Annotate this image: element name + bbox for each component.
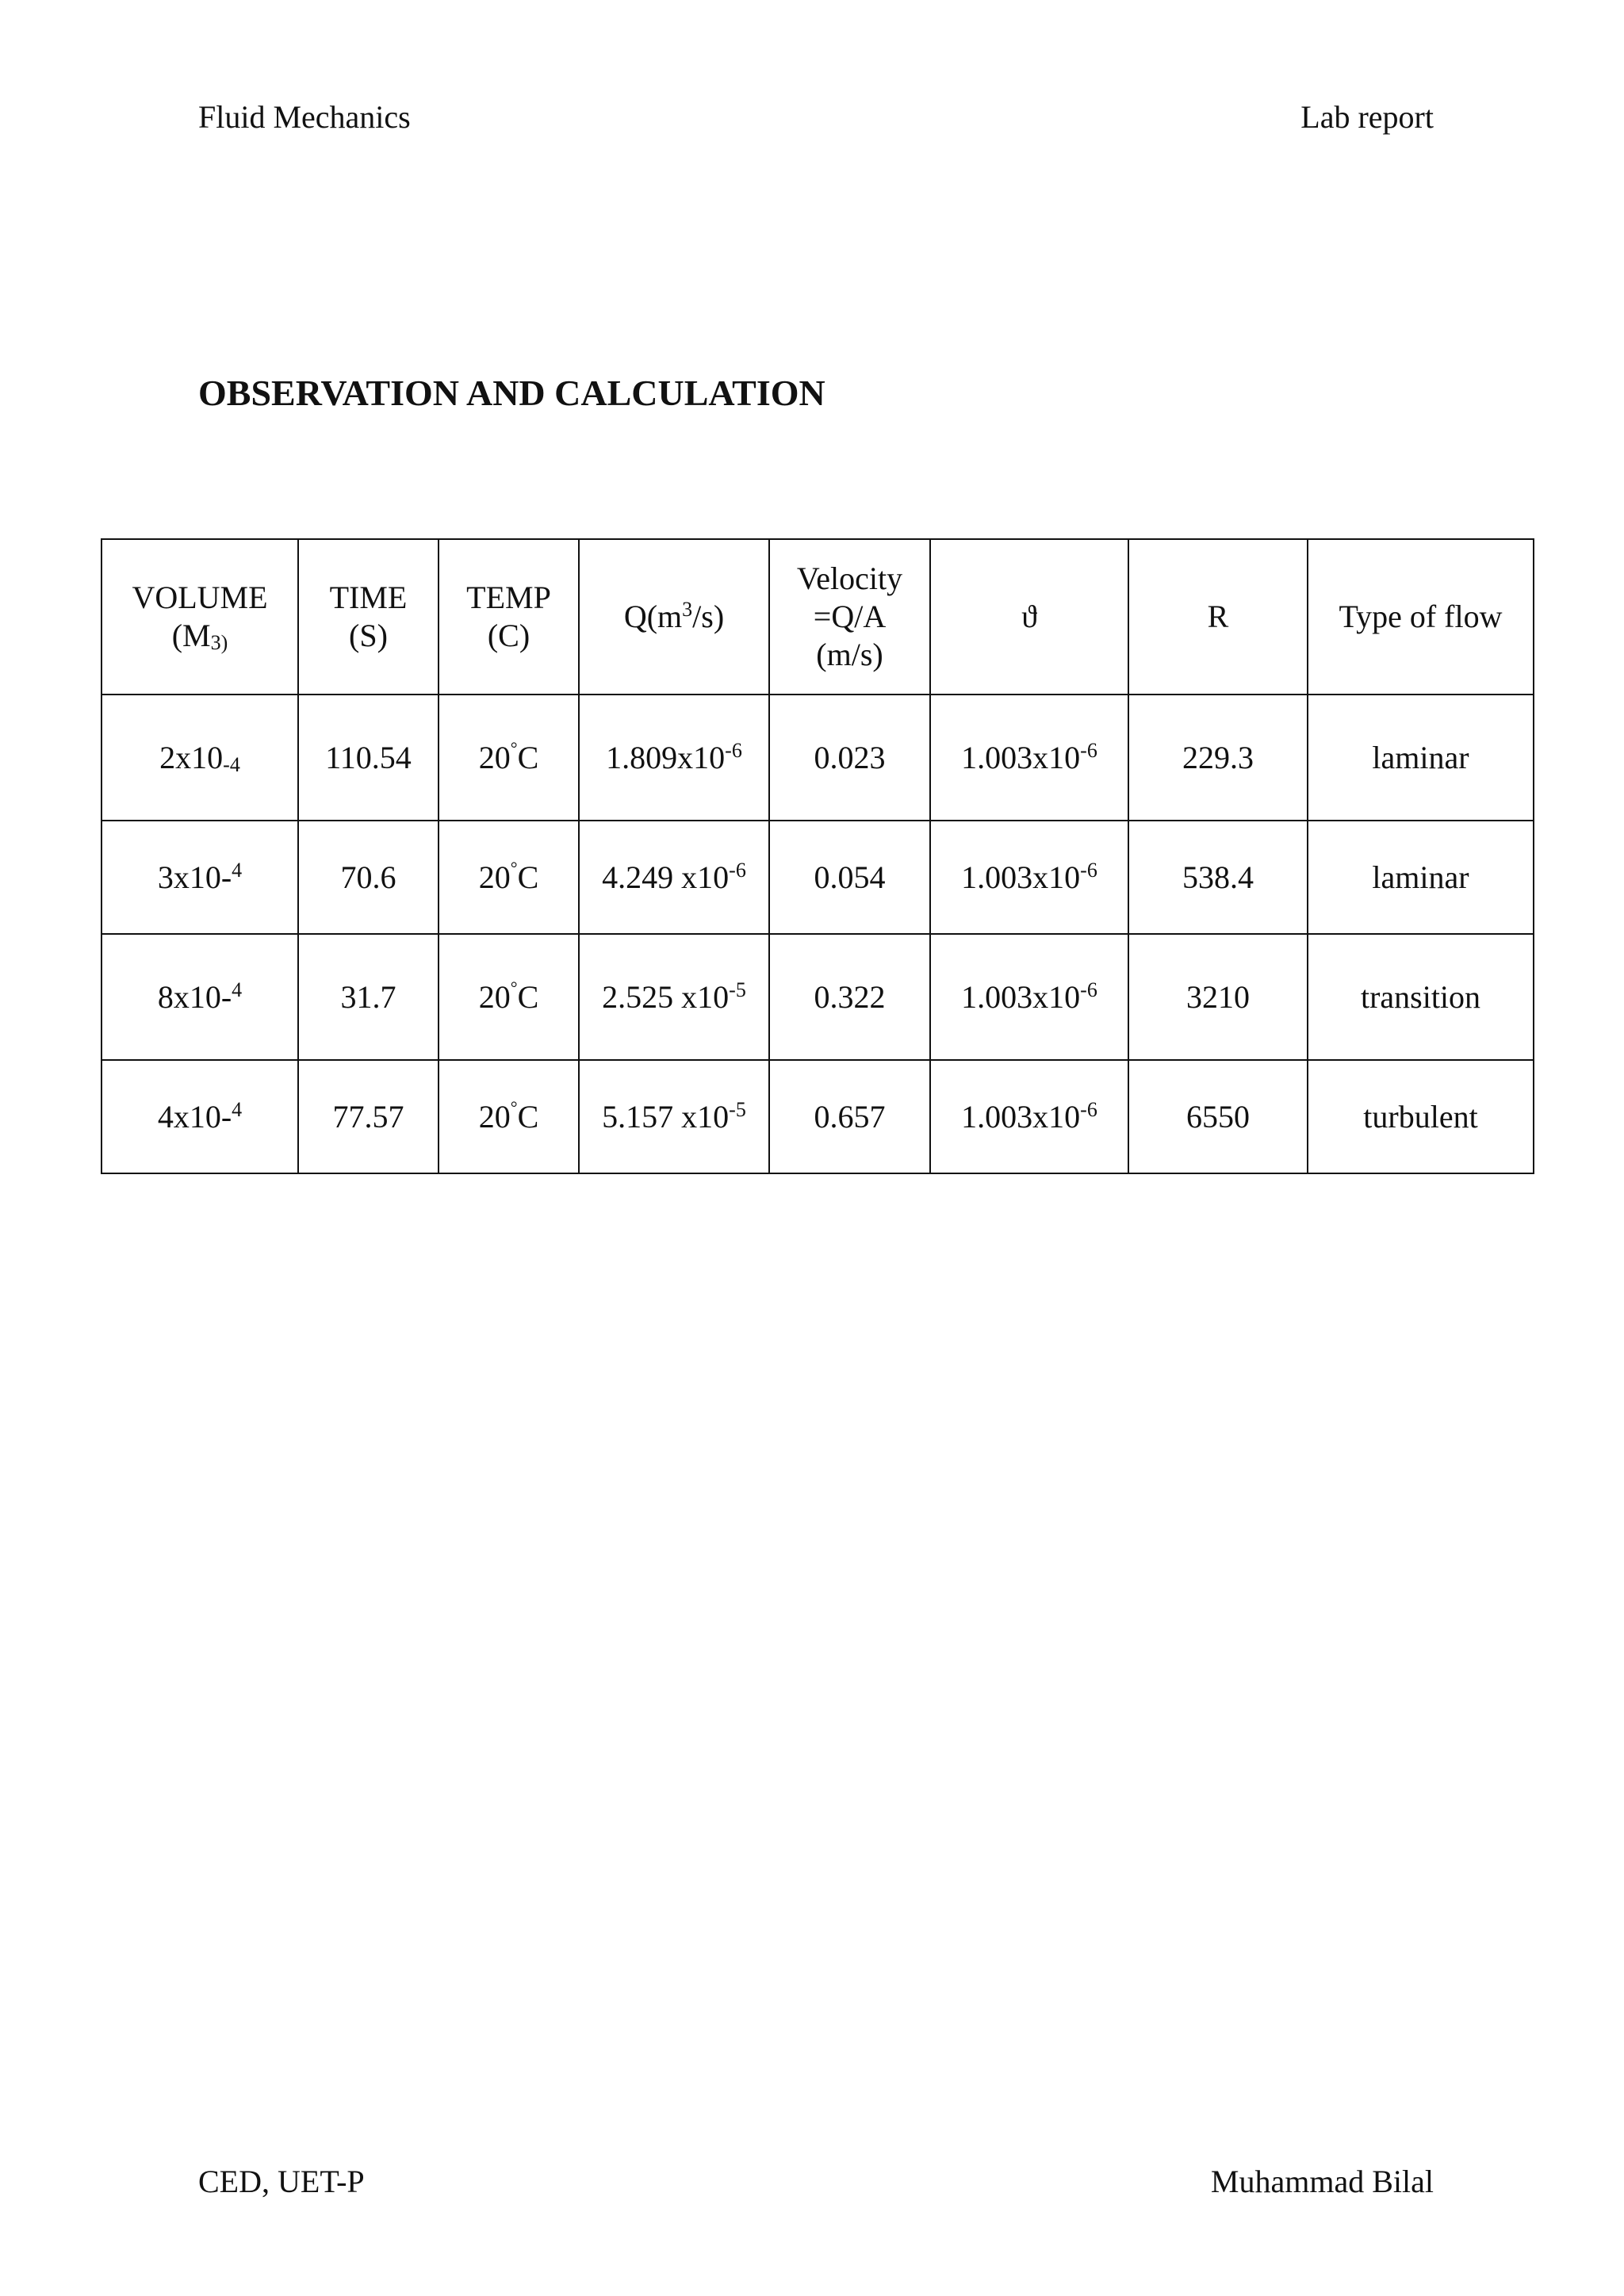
- cell-volume: 8x10-$^4$: [102, 934, 298, 1060]
- cell-temp: 20°C: [439, 821, 579, 934]
- header-volume-label: VOLUME: [132, 580, 268, 615]
- cell-reynolds: 538.4: [1128, 821, 1308, 934]
- footer-author: Muhammad Bilal: [1210, 2164, 1434, 2199]
- cell-volume: 3x10-$^4$: [102, 821, 298, 934]
- cell-flow-type: turbulent: [1308, 1060, 1534, 1173]
- cell-reynolds: 229.3: [1128, 695, 1308, 821]
- header-temp: [439, 539, 579, 695]
- cell-velocity: 0.023: [769, 695, 930, 821]
- cell-viscosity: $1.003x10^{-6}$: [930, 934, 1128, 1060]
- header-volume-unit: ($M_{3)}$: [171, 618, 228, 654]
- cell-time: 31.7: [298, 934, 439, 1060]
- cell-discharge: $1.809x10^{-6}$: [579, 695, 769, 821]
- cell-velocity: 0.322: [769, 934, 930, 1060]
- header-temp-unit: (C): [487, 618, 530, 653]
- cell-time: 70.6: [298, 821, 439, 934]
- table-row: [102, 821, 1534, 934]
- cell-volume: $2x10_{-4}$: [102, 695, 298, 821]
- cell-viscosity: $1.003x10^{-6}$: [930, 821, 1128, 934]
- cell-viscosity: $1.003x10^{-6}$: [930, 1060, 1128, 1173]
- table-row: [102, 695, 1534, 821]
- section-title: OBSERVATION AND CALCULATION: [198, 373, 825, 413]
- header-flow-type: Type of flow: [1308, 539, 1534, 695]
- header-volume: [102, 539, 298, 695]
- cell-discharge: 4.249 $x10^{-6}$: [579, 821, 769, 934]
- footer-department: CED, UET-P: [198, 2164, 365, 2199]
- header-temp-label: TEMP: [466, 580, 551, 615]
- cell-discharge: 5.157 $x10^{-5}$: [579, 1060, 769, 1173]
- header-discharge: $Q(m^3/s)$: [579, 539, 769, 695]
- table-header-row: [102, 539, 1534, 695]
- observation-table: [101, 538, 1534, 1174]
- cell-velocity: 0.054: [769, 821, 930, 934]
- cell-temp: 20°C: [439, 1060, 579, 1173]
- cell-viscosity: $1.003x10^{-6}$: [930, 695, 1128, 821]
- cell-discharge: 2.525 $x10^{-5}$: [579, 934, 769, 1060]
- cell-flow-type: laminar: [1308, 695, 1534, 821]
- cell-flow-type: laminar: [1308, 821, 1534, 934]
- cell-time: 77.57: [298, 1060, 439, 1173]
- cell-temp: 20°C: [439, 934, 579, 1060]
- cell-reynolds: 3210: [1128, 934, 1308, 1060]
- cell-velocity: 0.657: [769, 1060, 930, 1173]
- table-row: [102, 934, 1534, 1060]
- header-kinematic-viscosity: ϑ: [930, 539, 1128, 695]
- header-reynolds-number: R: [1128, 539, 1308, 695]
- header-velocity-label: Velocity: [796, 561, 903, 596]
- cell-flow-type: transition: [1308, 934, 1534, 1060]
- cell-temp: 20°C: [439, 695, 579, 821]
- header-course-title: Fluid Mechanics: [198, 99, 411, 135]
- cell-reynolds: 6550: [1128, 1060, 1308, 1173]
- header-velocity: [769, 539, 930, 695]
- cell-volume: 4x10-$^4$: [102, 1060, 298, 1173]
- header-time-label: TIME: [329, 580, 408, 615]
- header-time-unit: (S): [349, 618, 388, 653]
- header-velocity-formula: =Q/A: [813, 599, 887, 634]
- table-row: [102, 1060, 1534, 1173]
- header-time: [298, 539, 439, 695]
- header-document-type: Lab report: [1300, 99, 1434, 135]
- cell-time: 110.54: [298, 695, 439, 821]
- header-velocity-unit: (m/s): [816, 637, 883, 672]
